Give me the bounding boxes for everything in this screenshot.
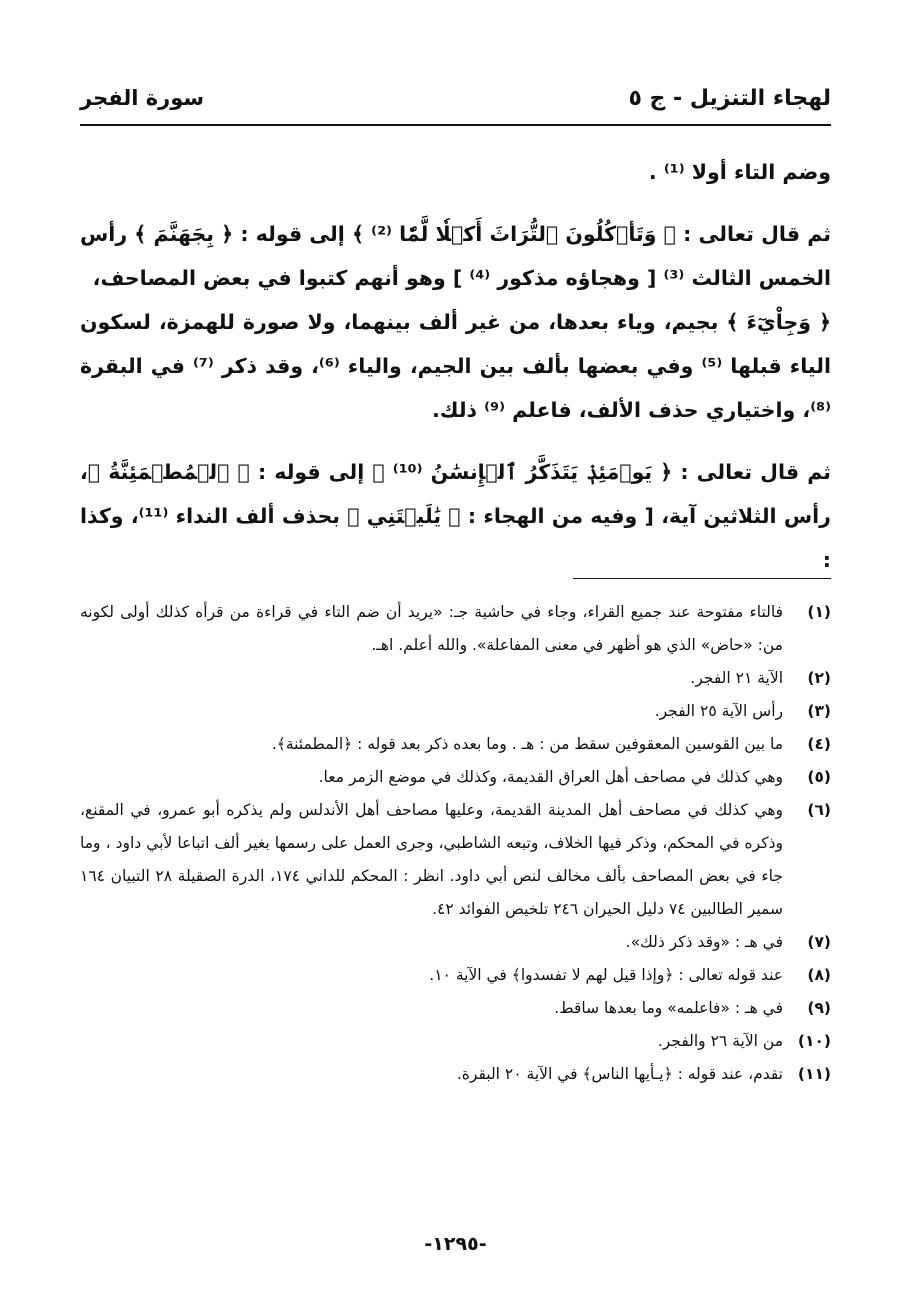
paragraph-1: وضم التاء أولا ⁽¹⁾ .: [648, 160, 831, 184]
footnote: [80, 1058, 831, 1091]
footnote-text: تقدم، عند قوله : ﴿يـأيها الناس﴾ في الآية ٢٠ البقرة.: [456, 1065, 783, 1083]
footnote: [80, 596, 831, 662]
footnote: [80, 662, 831, 695]
surah-title: سورة الفجر: [80, 86, 205, 110]
footnote: [80, 992, 831, 1025]
book-title: لهجاء التنزيل - ج ٥: [628, 85, 831, 111]
running-header: [80, 78, 831, 126]
footnote-number: (١): [807, 603, 831, 621]
footnote: [80, 695, 831, 728]
footnote-text: رأس الآية ٢٥ الفجر.: [654, 702, 783, 720]
footnote-text: في هـ : «وقد ذكر ذلك».: [625, 933, 783, 951]
footnote: [80, 1025, 831, 1058]
footnote-number: (٨): [807, 966, 831, 984]
footnote-number: (٦): [807, 801, 831, 819]
footnote: [80, 761, 831, 794]
footnote-number: (٣): [807, 702, 831, 720]
paragraph-2b: ﴿ وَجِاْيٓءَ ﴾ بجيم، وياء بعدها، من غير ألف بينهما، ولا صورة للهمزة، لسكون الياء قبلها ⁽⁵⁾ وفي بعضها بألف بين الجيم، والياء ⁽⁶⁾، وقد ذكر ⁽⁷⁾ في البقرة ⁽⁸⁾، واختياري حذف الألف، فاعلم ⁽⁹⁾ ذلك.: [80, 310, 832, 422]
footnote-number: (٥): [807, 768, 831, 786]
footnote-number: (٤): [807, 735, 831, 753]
footnote-text: فالتاء مفتوحة عند جميع القراء، وجاء في حاشية جـ: «يريد أن ضم التاء في قراءة من قرأه كذلك أولى لكونه من: «حاض» الذي هو أظهر في معنى المفاعلة». والله أعلم. اهـ.: [80, 603, 783, 654]
paragraph-3: ثم قال تعالى : ﴿ يَوۡمَئِذٖ يَتَذَكَّرُ ٱلۡإِنسَٰنُ ⁽¹⁰⁾ ﴾ إلى قوله : ﴿ ٱلۡمُطۡمَئِنَّةُ ﴾، رأس الثلاثين آية، [ وفيه من الهجاء : ﴿ يَٰلَيۡتَنِي ﴾ بحذف ألف النداء ⁽¹¹⁾، وكذا :: [80, 460, 831, 572]
footnote-text: من الآية ٢٦ والفجر.: [657, 1032, 783, 1050]
footnotes: [80, 596, 831, 1091]
paragraph-2a: ثم قال تعالى : ﴿ وَتَأۡكُلُونَ ٱلتُّرَاثَ أَكۡلٗا لَّمّٗا ⁽²⁾ ﴾ إلى قوله : ﴿ بِجَهَنَّمَ ﴾ رأس الخمس الثالث ⁽³⁾ [ وهجاؤه مذكور ⁽⁴⁾ ] وهو أنهم كتبوا في بعض المصاحف،: [80, 222, 831, 290]
footnote-number: (٩): [807, 999, 831, 1017]
footnote-number: (١١): [797, 1065, 831, 1083]
footnote-text: الآية ٢١ الفجر.: [690, 669, 783, 687]
main-text: [80, 150, 831, 582]
footnote-text: عند قوله تعالى : ﴿وإذا قيل لهم لا تفسدوا﴾ في الآية ١٠.: [429, 966, 783, 984]
footnote: [80, 926, 831, 959]
footnote-number: (١٠): [797, 1032, 831, 1050]
footnote-text: وهي كذلك في مصاحف أهل المدينة القديمة، وعليها مصاحف أهل الأندلس ولم يذكره أبو عمرو، في المقنع، وذكره في المحكم، وذكر فيها الخلاف، وتبعه الشاطبي، وجرى العمل على رسمها بغير ألف اتباعا لأبي داود ، وما جاء في بعض المصاحف بألف مخالف لنص أبي داود. انظر : المحكم للداني ١٧٤، الدرة الصقيلة ٢٨ التبيان ١٦٤ سمير الطالبين ٧٤ دليل الحيران ٢٤٦ تلخيص الفوائد ٤٢.: [80, 801, 783, 918]
footnote-text: في هـ : «فاعلمه» وما بعدها ساقط.: [554, 999, 783, 1017]
footnote-text: ما بين القوسين المعقوفين سقط من : هـ . وما بعده ذكر بعد قوله : ﴿المطمئنة﴾.: [271, 735, 783, 753]
footnote-text: وهي كذلك في مصاحف أهل العراق القديمة، وكذلك في موضع الزمر معا.: [318, 768, 783, 786]
page-number: -١٢٩٥-: [424, 1233, 487, 1255]
footnote-number: (٧): [807, 933, 831, 951]
footnote: [80, 794, 831, 926]
footnote-separator: [573, 578, 831, 579]
footnote: [80, 728, 831, 761]
footnote: [80, 959, 831, 992]
footnote-number: (٢): [807, 669, 831, 687]
